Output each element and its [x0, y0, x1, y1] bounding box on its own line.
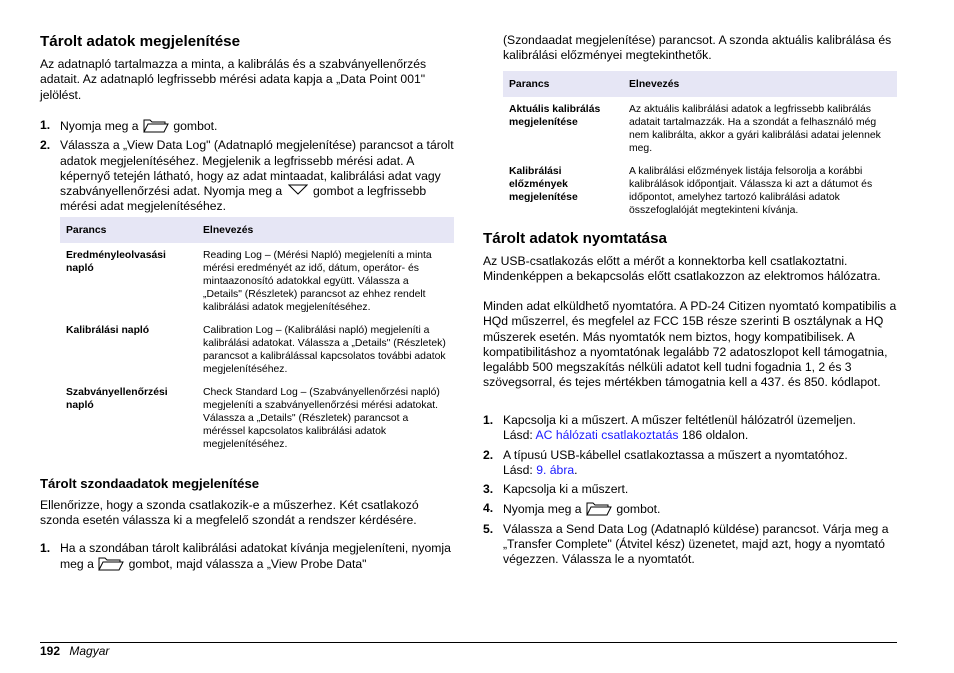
step-number: 3.	[483, 482, 494, 497]
step-text: gombot a legfrissebb mérési adat megjelenítéséhez.	[60, 184, 427, 214]
step-text: Kapcsolja ki a műszert.	[503, 482, 629, 497]
folder-icon	[98, 556, 124, 571]
steps-list	[483, 413, 897, 572]
command-description: Check Standard Log – (Szabványellenőrzési napló) megjeleníti a szabványellenőrzési mérési adatokat. Válassza a „Details" (Részletek) parancsot a méréssel kapcsolatos kalibrálási adatok megjelenítéséhez.	[203, 387, 440, 450]
step-item	[40, 541, 454, 573]
table-header-description: Elnevezés	[623, 71, 897, 97]
step-item	[40, 118, 454, 134]
link-ac-connection[interactable]: AC hálózati csatlakoztatás	[535, 428, 679, 443]
link-suffix: 186 oldalon.	[681, 428, 749, 443]
section-intro: Az adatnapló tartalmazza a minta, a kalibrálás és a szabványellenőrzés adatait. Az adatnapló legfrissebb mérési adata kapja a „Data Point 001" jelölést.	[40, 57, 427, 102]
step-number: 2.	[40, 138, 51, 153]
step-item	[483, 501, 897, 517]
step-text: Válassza a Send Data Log (Adatnapló küldése) parancsot. Várja meg a „Transfer Complete" (Átvitel kész) üzenetet, majd azt, hogy a nyomtató végezzen. Válassza le a nyomtatót.	[503, 521, 889, 567]
table-row	[60, 380, 454, 455]
command-name: Szabványellenőrzési napló	[66, 387, 168, 411]
probe-data-command-table	[503, 71, 897, 221]
link-figure-9[interactable]: 9. ábra	[536, 462, 575, 477]
step-item	[483, 522, 897, 568]
see-label: Lásd:	[503, 428, 533, 443]
data-log-command-table	[60, 217, 454, 455]
command-description: Reading Log – (Mérési Napló) megjeleníti a minta mérési eredményét az idő, dátum, operátor- és mintaazonosító adatokkal együtt. Válassza a „Details" (Részletek) parancsot az ehhez rendelt kalibrálási adatok megjelenítéséhez.	[203, 250, 432, 313]
command-name: Kalibrálási előzmények megjelenítése	[509, 166, 578, 203]
step-text: Válassza a „View Data Log" (Adatnapló megjelenítése) parancsot a tárolt adatok megjelenítéséhez. Megjelenik a legfrissebb mérési adat. A képernyő tetején látható, hogy az adat mintaadat, kalibrálási adat vagy szabványellenőrzési adat. Nyomja meg a	[60, 138, 454, 199]
table-row	[60, 318, 454, 380]
step-number: 1.	[483, 413, 494, 427]
footer-divider	[40, 642, 897, 643]
section-title-print-data: Tárolt adatok nyomtatása	[483, 230, 667, 247]
step-text: Nyomja meg a	[60, 119, 139, 133]
folder-icon	[586, 501, 612, 516]
step-text: gombot, majd válassza a „View Probe Data"	[128, 557, 367, 572]
see-label: Lásd:	[503, 462, 533, 477]
step-number: 1.	[40, 118, 51, 132]
command-description: A kalibrálási előzmények listája felsorolja a korábbi kalibrálások időpontjait. Válassza ki azt a dátumot és időpontot, amelyhez tartozó kalibrálási adatok összefoglalóját megtekinteni kívánja.	[629, 166, 873, 216]
step-text: gombot.	[616, 502, 661, 517]
section-intro: Ellenőrizze, hogy a szonda csatlakozik-e a műszerhez. Két csatlakozó szonda esetén válassza ki a megfelelő szondát a rendszer kérdésére.	[40, 498, 419, 528]
command-description: Az aktuális kalibrálási adatok a legfrissebb kalibrálás adatait tartalmazzák. Ha a szondát a felhasználó még nem kalibrálta, akkor a gyári kalibrálási adatai jelennek meg.	[629, 104, 881, 154]
steps-list	[40, 541, 454, 577]
step-text: Ha a szondában tárolt kalibrálási adatokat kívánja megjeleníteni, nyomja meg a	[60, 541, 451, 572]
step-text: gombot.	[173, 119, 218, 133]
link-suffix: .	[574, 462, 578, 477]
steps-list	[40, 118, 454, 219]
folder-icon	[143, 118, 169, 133]
section-title-stored-data: Tárolt adatok megjelenítése	[40, 33, 241, 50]
step-text: A típusú USB-kábellel csatlakoztassa a műszert a nyomtatóhoz.	[503, 447, 848, 462]
table-header-row	[60, 217, 454, 243]
step-item	[483, 448, 897, 479]
step-number: 5.	[483, 521, 494, 536]
step-text: Nyomja meg a	[503, 502, 582, 517]
step-number: 1.	[40, 541, 51, 555]
footer-language: Magyar	[69, 644, 110, 658]
step-number: 4.	[483, 501, 494, 516]
step-number: 2.	[483, 447, 494, 462]
step-item	[483, 413, 897, 444]
continuation-text: (Szondaadat megjelenítése) parancsot. A szonda aktuális kalibrálása és kalibrálási előzményei megtekinthetők.	[503, 33, 892, 63]
table-row	[60, 243, 454, 318]
table-header-command: Parancs	[503, 71, 623, 97]
step-text: Kapcsolja ki a műszert. A műszer feltétlenül hálózatról üzemeljen.	[503, 413, 856, 427]
table-row	[503, 97, 897, 159]
down-arrow-icon	[288, 184, 308, 195]
table-header-command: Parancs	[60, 217, 197, 243]
print-para-1: Az USB-csatlakozás előtt a mérőt a konnektorba kell csatlakoztatni. Mindenképpen a bekapcsolás előtt csatlakozzon az elektromos hálózatra.	[483, 254, 881, 284]
page-number: 192	[40, 644, 61, 658]
table-header-row	[503, 71, 897, 97]
page-footer	[40, 644, 109, 658]
step-item	[483, 482, 897, 497]
print-para-2: Minden adat elküldhető nyomtatóra. A PD-24 Citizen nyomtató kompatibilis a HQd műszerrel, és megfelel az FCC 15B része szerinti B osztálynak a HQ műszerek esetén. Más nyomtatók nem biztos, hogy kompatibilisek. A kompatibilitáshoz a nyomtatónak legalább 72 adatoszlopot kell támogatnia, legalább 500 megszakítás nélküli adatot kell tudni fogadnia 1, 2 és 3 szövegsorral, és tejes mértékben támogatnia kell a 437. és 850. kódlapot.	[483, 299, 897, 390]
command-description: Calibration Log – (Kalibrálási napló) megjeleníti a kalibrálási adatokat. Válassza a „Details" (Részletek) parancsot a kalibrálással kapcsolatos további adatok megjelenítéséhez.	[203, 325, 446, 375]
step-item	[40, 138, 454, 214]
command-name: Aktuális kalibrálás megjelenítése	[509, 104, 601, 128]
table-header-description: Elnevezés	[197, 217, 454, 243]
table-row	[503, 159, 897, 221]
command-name: Eredményleolvasási napló	[66, 250, 166, 274]
command-name: Kalibrálási napló	[66, 325, 150, 336]
section-title-probe-data: Tárolt szondaadatok megjelenítése	[40, 476, 260, 491]
